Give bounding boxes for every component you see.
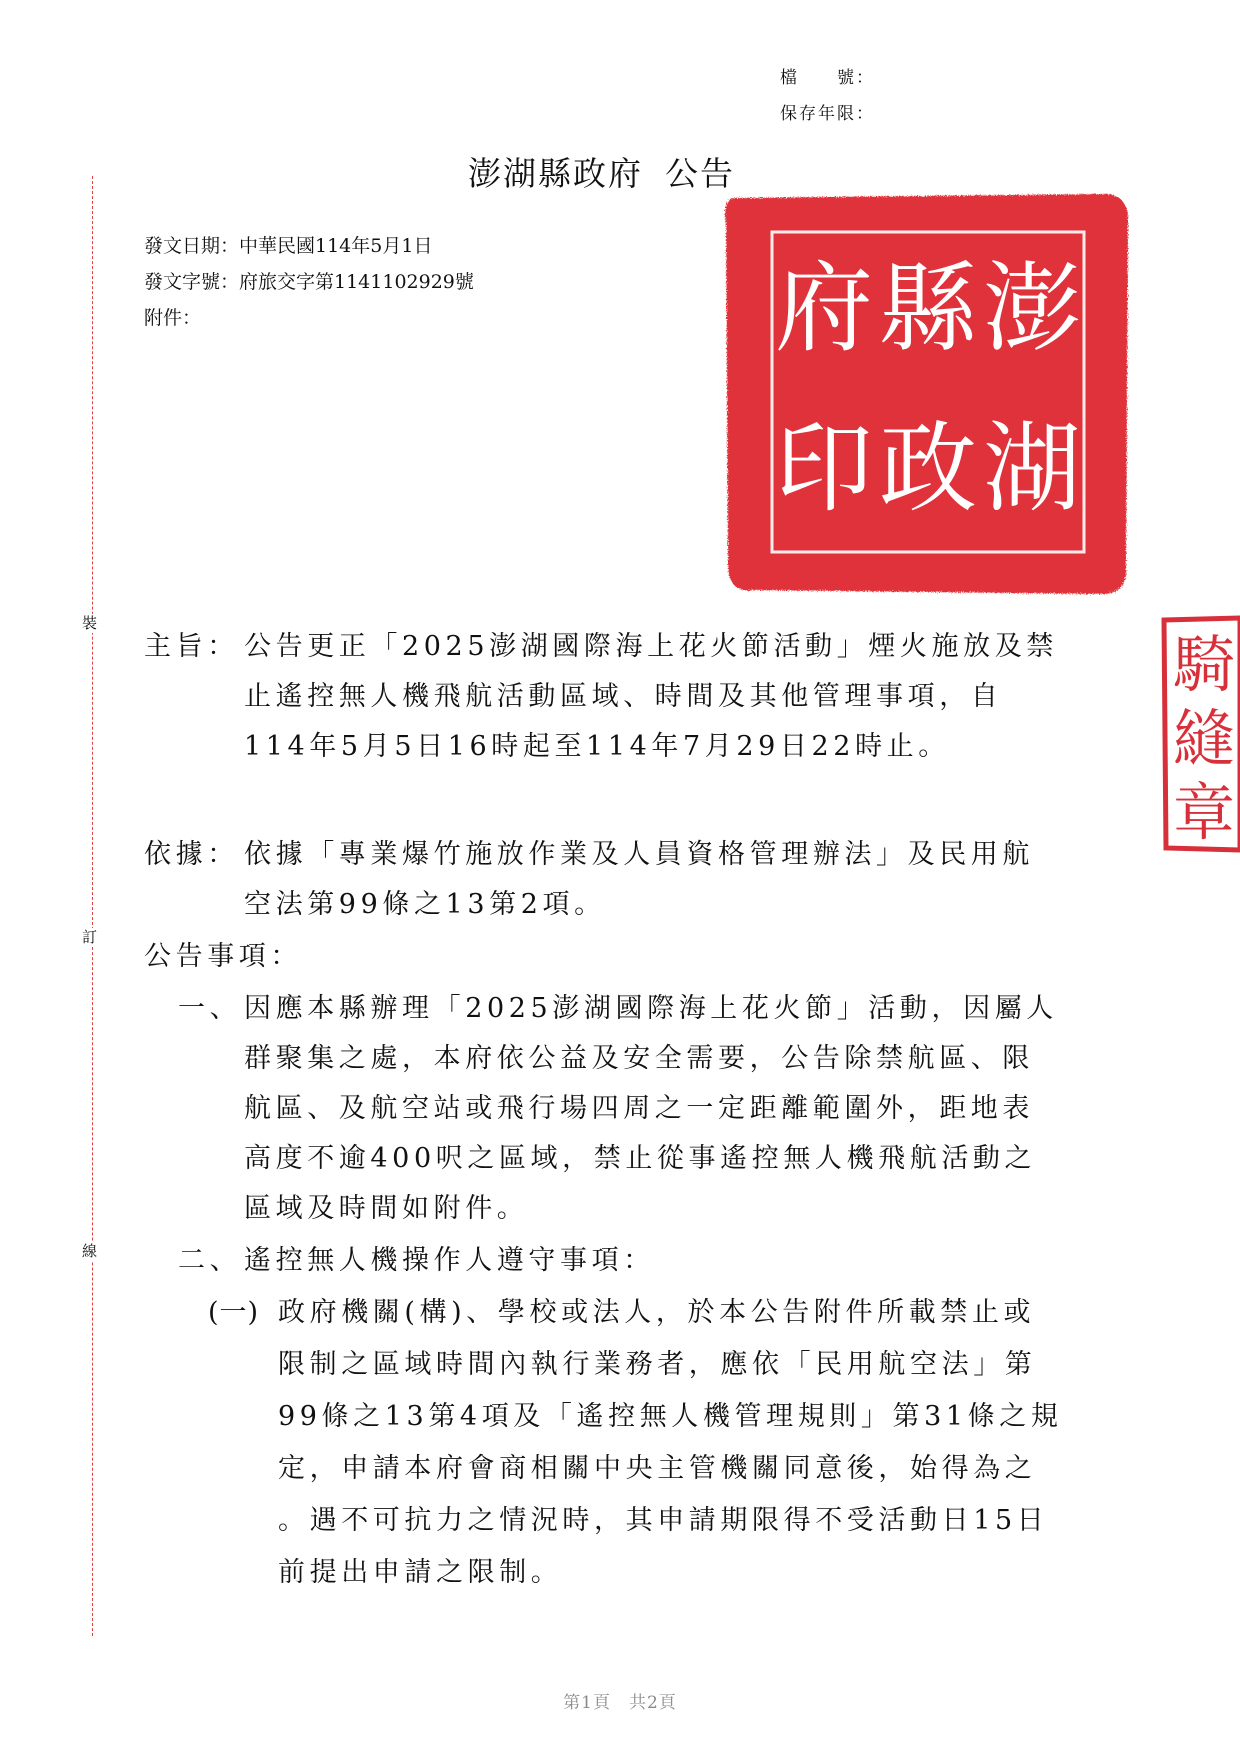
issuing-organization: 澎湖縣政府 <box>468 154 643 193</box>
subject-line: 114年5月5日16時起至114年7月29日22時止。 <box>244 731 950 762</box>
document-number: 發文字號：府旅交字第1141102929號 <box>144 271 474 293</box>
basis-label: 依據： <box>144 839 239 870</box>
side-seal-char: 章 <box>1172 776 1236 849</box>
binding-mark-xian: 線 <box>82 1242 98 1260</box>
seal-char: 澎 <box>982 252 1082 366</box>
announcement-items-heading: 公告事項： <box>144 941 302 972</box>
document-type: 公告 <box>665 154 735 193</box>
item-2-1-line: 前提出申請之限制。 <box>278 1557 563 1588</box>
binding-mark-ding: 訂 <box>82 928 98 946</box>
page-footer: 第1頁 共2頁 <box>563 1693 677 1713</box>
subitem-marker: (一) <box>208 1297 260 1328</box>
item-2-1-line: 。遇不可抗力之情況時，其申請期限得不受活動日15日 <box>278 1505 1049 1536</box>
item-1-line: 群聚集之處，本府依公益及安全需要，公告除禁航區、限 <box>244 1043 1034 1074</box>
official-seal-image <box>714 184 1138 604</box>
seal-char: 府 <box>774 252 874 366</box>
item-marker: 二、 <box>178 1245 242 1276</box>
subject-line: 公告更正「2025澎湖國際海上花火節活動」煙火施放及禁 <box>244 631 1058 662</box>
issue-date: 發文日期：中華民國114年5月1日 <box>144 235 433 257</box>
file-info <box>780 60 940 132</box>
seal-char: 印 <box>774 412 874 526</box>
binding-mark-zhuang: 裝 <box>82 614 98 632</box>
item-2-1-line: 政府機關(構)、學校或法人，於本公告附件所載禁止或 <box>278 1297 1036 1328</box>
side-seal-image <box>1160 614 1240 854</box>
attachment-label: 附件： <box>144 307 202 329</box>
item-2-1-line: 99條之13第4項及「遙控無人機管理規則」第31條之規 <box>278 1401 1063 1432</box>
seal-char: 湖 <box>982 412 1082 526</box>
subject-line: 止遙控無人機飛航活動區域、時間及其他管理事項，自 <box>244 681 1003 712</box>
seal-char: 縣 <box>878 252 978 366</box>
binding-line <box>92 176 93 1636</box>
retention-period-label: 保存年限： <box>780 104 875 124</box>
side-seal-char: 縫 <box>1172 702 1236 775</box>
item-2-1-line: 限制之區域時間內執行業務者，應依「民用航空法」第 <box>278 1349 1037 1380</box>
item-1-line: 因應本縣辦理「2025澎湖國際海上花火節」活動，因屬人 <box>244 993 1058 1024</box>
basis-line: 空法第99條之13第2項。 <box>244 889 606 920</box>
seal-char: 政 <box>878 412 978 526</box>
document-meta <box>144 228 474 336</box>
item-2-heading: 遙控無人機操作人遵守事項： <box>244 1245 655 1276</box>
archive-number-label: 檔 號： <box>780 68 875 88</box>
item-1-line: 航區、及航空站或飛行場四周之一定距離範圍外，距地表 <box>244 1093 1034 1124</box>
subject-label: 主旨： <box>144 631 239 662</box>
item-1-line: 高度不逾400呎之區域，禁止從事遙控無人機飛航活動之 <box>244 1143 1037 1174</box>
item-marker: 一、 <box>178 993 242 1024</box>
item-1-line: 區域及時間如附件。 <box>244 1193 529 1224</box>
item-2-1-line: 定，申請本府會商相關中央主管機關同意後，始得為之 <box>278 1453 1037 1484</box>
basis-line: 依據「專業爆竹施放作業及人員資格管理辦法」及民用航 <box>244 839 1034 870</box>
side-seal-char: 騎 <box>1172 628 1236 701</box>
page-title <box>468 148 735 195</box>
